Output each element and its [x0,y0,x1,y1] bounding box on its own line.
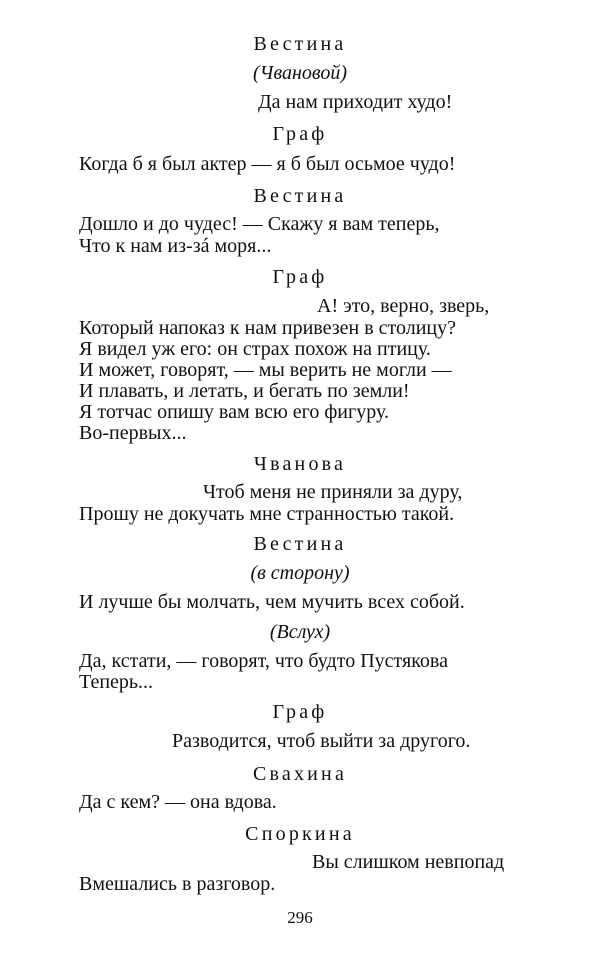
verse-line: Чтоб меня не приняли за дуру, [203,481,463,503]
verse-line: И лучше бы молчать, чем мучить всех собой. [79,591,465,613]
verse-line: Теперь... [79,671,154,693]
stage-direction: (в сторону) [250,562,350,584]
speaker-name: Граф [272,266,328,288]
verse-line: Да с кем? — она вдова. [79,791,277,813]
verse-line: Который напоказ к нам привезен в столицу? [79,317,456,339]
speaker-name: Свахина [252,763,348,785]
speaker-name: Граф [272,701,328,723]
verse-line: Да, кстати, — говорят, что будто Пустякова [79,650,448,672]
speaker-name: Споркина [245,823,355,845]
stage-direction: (Вслух) [269,621,331,643]
speaker-name: Вестина [253,533,347,555]
page-number: 296 [287,908,313,927]
verse-line: Вмешались в разговор. [79,873,276,895]
verse-line: Я тотчас опишу вам всю его фигуру. [79,401,389,423]
verse-line: Да нам приходит худо! [258,91,453,113]
stage-direction: (Чвановой) [253,62,347,84]
verse-line: А! это, верно, зверь, [317,295,490,317]
speaker-name: Вестина [253,33,347,55]
verse-line: Разводится, чтоб выйти за другого. [172,730,471,752]
verse-line: Когда б я был актер — я б был осьмое чудо! [79,153,456,175]
verse-line: Вы слишком невпопад [312,851,505,873]
verse-line: Во-первых... [79,422,187,444]
verse-line: Дошло и до чудес! — Скажу я вам теперь, [79,213,440,235]
speaker-name: Вестина [253,185,347,207]
verse-line: Прошу не докучать мне странностью такой. [79,503,455,525]
verse-line: Я видел уж его: он страх похож на птицу. [79,338,431,360]
speaker-name: Граф [272,123,328,145]
speaker-name: Чванова [253,453,347,475]
verse-line: И плавать, и летать, и бегать по земли! [79,380,410,402]
verse-line: Что к нам из-зá моря... [79,235,272,257]
verse-line: И может, говорят, — мы верить не могли — [79,359,452,381]
